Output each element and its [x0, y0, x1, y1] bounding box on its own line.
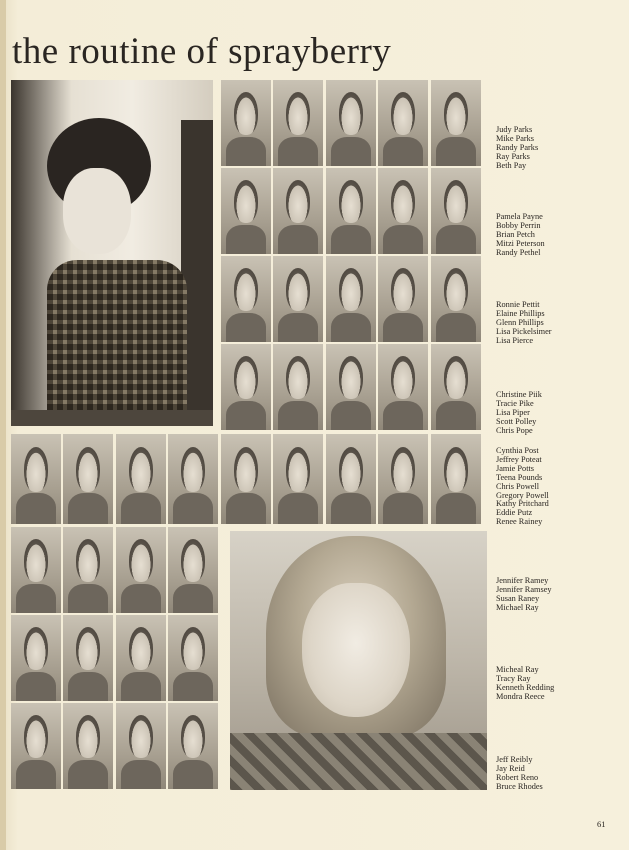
student-name: Jennifer Ramsey: [496, 584, 552, 594]
portrait-shoulders: [16, 672, 56, 701]
student-portrait: [221, 80, 271, 166]
student-name: Lisa Piper: [496, 407, 530, 417]
portrait-head: [286, 92, 310, 135]
student-portrait: [168, 434, 218, 524]
portrait-head: [129, 447, 153, 492]
student-name: Jamie Potts: [496, 463, 535, 473]
portrait-shoulders: [16, 584, 56, 613]
name-list: [496, 213, 545, 258]
student-name: Mike Parks: [496, 133, 535, 143]
student-name: Bruce Rhodes: [496, 781, 543, 791]
student-name: Lisa Pickelsimer: [496, 326, 552, 336]
student-portrait: [326, 256, 376, 342]
student-name: Ronnie Pettit: [496, 300, 540, 309]
portrait-head: [129, 715, 153, 758]
student-name: Mitzi Peterson: [496, 238, 545, 248]
portrait-shoulders: [173, 493, 213, 524]
candid-subject-shirt: [47, 260, 187, 426]
student-name: Lisa Pierce: [496, 335, 534, 345]
portrait-shoulders: [278, 493, 318, 524]
student-name: Cynthia Post: [496, 446, 539, 455]
portrait-shoulders: [121, 584, 161, 613]
student-portrait: [221, 434, 271, 524]
portrait-head: [339, 268, 363, 311]
portrait-shoulders: [331, 313, 371, 342]
name-list: [496, 666, 554, 702]
student-portrait: [273, 80, 323, 166]
page-number: 61: [597, 819, 606, 829]
student-portrait: [273, 434, 323, 524]
student-portrait: [326, 168, 376, 254]
student-name: Jennifer Ramey: [496, 576, 549, 585]
student-name: Jeffrey Poteat: [496, 454, 542, 464]
portrait-head: [24, 447, 48, 492]
student-portrait: [221, 168, 271, 254]
portrait-shoulders: [331, 401, 371, 430]
student-portrait: [326, 434, 376, 524]
student-name: Randy Pethel: [496, 247, 541, 257]
name-list: [496, 756, 543, 792]
student-portrait: [431, 80, 481, 166]
student-portrait: [273, 344, 323, 430]
candid-photo: [11, 80, 213, 426]
name-list: [496, 301, 552, 346]
portrait-shoulders: [436, 401, 476, 430]
student-name: Mondra Reece: [496, 691, 545, 701]
student-portrait: [431, 344, 481, 430]
student-portrait: [378, 256, 428, 342]
student-name: Chris Powell: [496, 481, 540, 491]
portrait-shoulders: [68, 493, 108, 524]
portrait-head: [339, 180, 363, 223]
portrait-head: [286, 447, 310, 492]
portrait-shoulders: [331, 493, 371, 524]
portrait-head: [24, 627, 48, 670]
name-list: [496, 577, 552, 613]
portrait-shoulders: [121, 760, 161, 789]
portrait-shoulders: [226, 493, 266, 524]
student-name: Micheal Ray: [496, 665, 539, 674]
student-name: Renee Rainey: [496, 517, 543, 527]
portrait-head: [76, 539, 100, 582]
student-portrait: [11, 703, 61, 789]
featured-portrait-shirt: [230, 733, 487, 790]
student-portrait: [63, 527, 113, 613]
student-portrait: [168, 615, 218, 701]
portrait-head: [339, 447, 363, 492]
student-portrait: [63, 434, 113, 524]
portrait-shoulders: [383, 225, 423, 254]
student-portrait: [273, 256, 323, 342]
portrait-shoulders: [278, 313, 318, 342]
portrait-head: [391, 447, 415, 492]
student-name: Robert Reno: [496, 772, 539, 782]
portrait-head: [234, 180, 258, 223]
portrait-shoulders: [173, 672, 213, 701]
portrait-shoulders: [383, 493, 423, 524]
portrait-shoulders: [121, 493, 161, 524]
portrait-head: [181, 539, 205, 582]
student-portrait: [11, 527, 61, 613]
student-name: Elaine Phillips: [496, 308, 545, 318]
portrait-head: [286, 180, 310, 223]
portrait-head: [391, 92, 415, 135]
portrait-head: [234, 356, 258, 399]
student-name: Tracie Pike: [496, 398, 534, 408]
portrait-shoulders: [278, 137, 318, 166]
featured-portrait-face: [302, 583, 410, 718]
student-name: Bobby Perrin: [496, 220, 541, 230]
portrait-head: [234, 92, 258, 135]
portrait-shoulders: [173, 584, 213, 613]
portrait-shoulders: [278, 225, 318, 254]
student-name: Susan Raney: [496, 593, 540, 603]
student-name: Jay Reid: [496, 763, 525, 773]
student-portrait: [116, 434, 166, 524]
student-portrait: [273, 168, 323, 254]
student-name: Pamela Payne: [496, 212, 543, 221]
student-name: Tracy Ray: [496, 673, 531, 683]
student-name: Christine Piik: [496, 390, 542, 399]
portrait-head: [181, 447, 205, 492]
portrait-head: [234, 447, 258, 492]
portrait-head: [76, 715, 100, 758]
student-portrait: [378, 80, 428, 166]
portrait-head: [129, 539, 153, 582]
portrait-head: [24, 715, 48, 758]
portrait-head: [286, 268, 310, 311]
portrait-head: [391, 356, 415, 399]
student-name: Kathy Pritchard: [496, 499, 549, 509]
student-portrait: [168, 527, 218, 613]
student-name: Scott Polley: [496, 416, 537, 426]
featured-portrait: [230, 531, 487, 790]
name-list: [496, 447, 549, 527]
portrait-head: [181, 627, 205, 670]
portrait-shoulders: [436, 137, 476, 166]
portrait-head: [339, 356, 363, 399]
portrait-shoulders: [226, 225, 266, 254]
portrait-shoulders: [68, 760, 108, 789]
student-portrait: [168, 703, 218, 789]
student-name: Ray Parks: [496, 151, 530, 161]
portrait-shoulders: [331, 137, 371, 166]
portrait-shoulders: [226, 401, 266, 430]
student-portrait: [431, 434, 481, 524]
portrait-head: [444, 447, 468, 492]
student-portrait: [431, 256, 481, 342]
name-list: [496, 391, 542, 436]
student-name: Beth Pay: [496, 160, 527, 170]
student-portrait: [378, 344, 428, 430]
portrait-shoulders: [16, 493, 56, 524]
student-name: Jeff Reibly: [496, 755, 533, 764]
portrait-shoulders: [121, 672, 161, 701]
candid-subject-face: [63, 168, 131, 254]
portrait-shoulders: [436, 313, 476, 342]
portrait-shoulders: [16, 760, 56, 789]
name-list: [496, 126, 538, 171]
portrait-head: [76, 627, 100, 670]
student-portrait: [11, 615, 61, 701]
student-portrait: [116, 615, 166, 701]
student-portrait: [116, 527, 166, 613]
portrait-head: [444, 92, 468, 135]
student-portrait: [221, 256, 271, 342]
student-name: Glenn Phillips: [496, 317, 544, 327]
portrait-head: [181, 715, 205, 758]
portrait-shoulders: [68, 672, 108, 701]
student-portrait: [221, 344, 271, 430]
student-portrait: [326, 80, 376, 166]
page-title: the routine of sprayberry: [12, 31, 392, 72]
portrait-shoulders: [331, 225, 371, 254]
student-name: Michael Ray: [496, 602, 539, 612]
portrait-head: [391, 268, 415, 311]
portrait-head: [391, 180, 415, 223]
candid-table: [11, 410, 213, 426]
student-name: Randy Parks: [496, 142, 539, 152]
portrait-shoulders: [383, 401, 423, 430]
portrait-head: [339, 92, 363, 135]
student-portrait: [431, 168, 481, 254]
portrait-shoulders: [383, 313, 423, 342]
student-portrait: [63, 615, 113, 701]
portrait-head: [24, 539, 48, 582]
student-name: Gregory Powell: [496, 490, 549, 500]
portrait-shoulders: [226, 313, 266, 342]
student-name: Judy Parks: [496, 125, 533, 134]
student-portrait: [63, 703, 113, 789]
student-portrait: [116, 703, 166, 789]
portrait-head: [76, 447, 100, 492]
portrait-shoulders: [173, 760, 213, 789]
portrait-shoulders: [436, 225, 476, 254]
student-name: Eddie Putz: [496, 508, 533, 518]
portrait-shoulders: [436, 493, 476, 524]
student-portrait: [11, 434, 61, 524]
page-binding-edge: [0, 0, 6, 850]
portrait-shoulders: [68, 584, 108, 613]
student-portrait: [378, 434, 428, 524]
portrait-head: [234, 268, 258, 311]
portrait-head: [444, 180, 468, 223]
portrait-head: [444, 356, 468, 399]
student-name: Kenneth Redding: [496, 682, 555, 692]
portrait-shoulders: [278, 401, 318, 430]
portrait-head: [444, 268, 468, 311]
student-name: Chris Pope: [496, 425, 533, 435]
student-portrait: [378, 168, 428, 254]
student-portrait: [326, 344, 376, 430]
portrait-head: [286, 356, 310, 399]
portrait-head: [129, 627, 153, 670]
student-name: Teena Pounds: [496, 472, 543, 482]
student-name: Brian Petch: [496, 229, 535, 239]
portrait-shoulders: [383, 137, 423, 166]
portrait-shoulders: [226, 137, 266, 166]
